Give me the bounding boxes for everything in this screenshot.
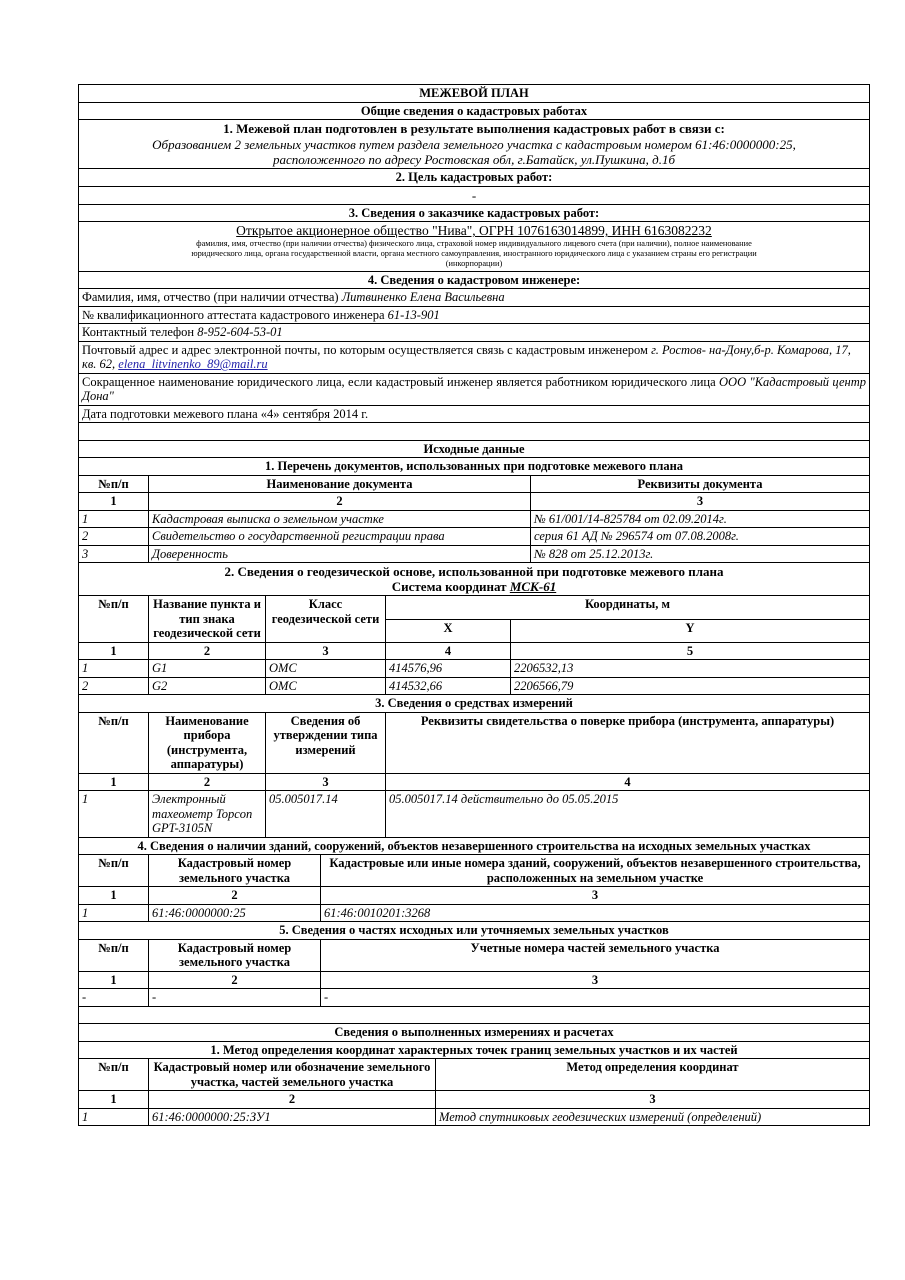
document-title-row: [79, 85, 870, 103]
table-row: [79, 660, 870, 678]
table-row: [79, 904, 870, 922]
engineer-phone-value: 8-952-604-53-01: [197, 325, 283, 340]
engineer-address-label: Почтовый адрес и адрес электронной почты, по которым осуществляется связь с кадастровым инженером: [82, 342, 648, 357]
engineer-email-link[interactable]: elena_litvinenko_89@mail.ru: [118, 357, 268, 372]
buildings-col-header-0: №п/п: [79, 855, 149, 887]
plan-date-cell: [79, 405, 870, 423]
method-col-number-2: 3: [436, 1091, 870, 1109]
coord-system-value: МСК-61: [509, 579, 557, 595]
parts-table: [78, 921, 870, 1024]
table-row: [79, 528, 870, 546]
geodetic-subheader-y: Y: [511, 619, 870, 642]
buildings-cell-0-1: 61:46:0000000:25: [149, 904, 321, 922]
parts-col-header-0: №п/п: [79, 939, 149, 971]
engineer-certificate-cell: [79, 306, 870, 324]
instruments-col-number-2: 3: [266, 773, 386, 791]
buildings-cell-0-2: 61:46:0010201:3268: [321, 904, 870, 922]
geodetic-col-header-2: Класс геодезической сети: [266, 596, 386, 643]
geodetic-col-header-0: №п/п: [79, 596, 149, 643]
method-col-header-2: Метод определения координат: [436, 1059, 870, 1091]
documents-col-number-row: [79, 493, 870, 511]
buildings-col-number-row: [79, 887, 870, 905]
geodetic-heading-cell: [79, 563, 870, 596]
instruments-col-number-1: 2: [149, 773, 266, 791]
buildings-col-number-0: 1: [79, 887, 149, 905]
geodetic-basis-table: [78, 562, 870, 695]
engineer-address-street: на-Дону,б-р. Комарова, 17, кв. 62,: [82, 342, 851, 372]
section2-heading-row: [79, 169, 870, 187]
plan-date-row: [79, 405, 870, 423]
table-row: [79, 1108, 870, 1126]
engineer-org-value: ООО "Кадастровый центр Дона": [82, 374, 867, 404]
parts-cell-0-2: -: [321, 989, 870, 1007]
method-cell-0-0: 1: [79, 1108, 149, 1126]
geodetic-subheader-x: X: [386, 619, 511, 642]
parts-heading: 5. Сведения о частях исходных или уточняемых земельных участков: [79, 922, 870, 940]
geodetic-col-number-1: 2: [149, 642, 266, 660]
buildings-header-row: [79, 855, 870, 887]
instruments-col-number-row: [79, 773, 870, 791]
parts-col-number-0: 1: [79, 971, 149, 989]
parts-blank-row: [79, 1006, 870, 1024]
buildings-table: [78, 837, 870, 923]
geodetic-cell-0-2: ОМС: [266, 660, 386, 678]
documents-cell-0-1: Кадастровая выписка о земельном участке: [149, 510, 531, 528]
geodetic-cell-1-4: 2206566,79: [511, 677, 870, 695]
engineer-name-label: Фамилия, имя, отчество (при наличии отчества): [82, 290, 339, 305]
section3-body-row: [79, 222, 870, 271]
documents-cell-1-0: 2: [79, 528, 149, 546]
geodetic-cell-0-1: G1: [149, 660, 266, 678]
instruments-col-number-0: 1: [79, 773, 149, 791]
geodetic-cell-1-1: G2: [149, 677, 266, 695]
documents-cell-2-0: 3: [79, 545, 149, 563]
general-info-table: [78, 84, 870, 441]
mezhevoi-plan-document: [78, 84, 870, 1126]
engineer-phone-row: [79, 324, 870, 342]
engineer-org-label-2: лица: [690, 374, 716, 389]
geodetic-cell-1-2: ОМС: [266, 677, 386, 695]
documents-cell-1-2: серия 61 АД № 296574 от 07.08.2008г.: [531, 528, 870, 546]
customer-note-line3: (инкорпорации): [445, 259, 503, 269]
section1-heading: 1. Межевой план подготовлен в результате выполнения кадастровых работ в связи с:: [223, 121, 725, 136]
instruments-cell-0-2: 05.005017.14: [266, 791, 386, 838]
general-info-heading: Общие сведения о кадастровых работах: [79, 102, 870, 120]
section3-heading-row: [79, 204, 870, 222]
documents-col-number-0: 1: [79, 493, 149, 511]
documents-cell-0-2: № 61/001/14-825784 от 02.09.2014г.: [531, 510, 870, 528]
header-blank-row: [79, 423, 870, 441]
documents-cell-0-0: 1: [79, 510, 149, 528]
parts-blank-cell: [79, 1006, 870, 1024]
engineer-certificate-row: [79, 306, 870, 324]
geodetic-col-number-3: 4: [386, 642, 511, 660]
geodetic-heading: 2. Сведения о геодезической основе, использованной при подготовке межевого плана: [224, 564, 724, 580]
method-table: [78, 1041, 870, 1127]
section2-value-row: [79, 186, 870, 204]
engineer-name-value: Литвиненко Елена Васильевна: [341, 290, 505, 305]
instruments-col-number-3: 4: [386, 773, 870, 791]
instruments-col-header-1: Наименование прибора (инструмента, аппаратуры): [149, 712, 266, 773]
geodetic-header-row: [79, 596, 870, 619]
buildings-cell-0-0: 1: [79, 904, 149, 922]
section1-line2: расположенного по адресу Ростовская обл, г.Батайск, ул.Пушкина, д.1б: [272, 152, 676, 168]
engineer-address-city: г. Ростов-: [651, 342, 706, 357]
geodetic-heading-row: [79, 563, 870, 596]
buildings-col-header-1: Кадастровый номер земельного участка: [149, 855, 321, 887]
parts-cell-0-0: -: [79, 989, 149, 1007]
buildings-col-number-1: 2: [149, 887, 321, 905]
engineer-name-row: [79, 289, 870, 307]
instruments-col-header-2: Сведения об утверждении типа измерений: [266, 712, 386, 773]
instruments-heading-row: [79, 695, 870, 713]
measurements-title-table: [78, 1023, 870, 1042]
engineer-phone-cell: [79, 324, 870, 342]
documents-col-header-2: Реквизиты документа: [531, 475, 870, 493]
documents-table: [78, 457, 870, 563]
table-row: [79, 510, 870, 528]
documents-col-header-0: №п/п: [79, 475, 149, 493]
parts-col-header-2: Учетные номера частей земельного участка: [321, 939, 870, 971]
parts-header-row: [79, 939, 870, 971]
geodetic-col-number-row: [79, 642, 870, 660]
source-data-title: Исходные данные: [79, 440, 870, 458]
buildings-col-number-2: 3: [321, 887, 870, 905]
measurements-title-row: [79, 1024, 870, 1042]
parts-heading-row: [79, 922, 870, 940]
geodetic-cell-0-0: 1: [79, 660, 149, 678]
source-data-title-table: [78, 440, 870, 459]
instruments-col-header-0: №п/п: [79, 712, 149, 773]
section3-heading: 3. Сведения о заказчике кадастровых работ:: [79, 204, 870, 222]
table-row: [79, 677, 870, 695]
header-blank-cell: [79, 423, 870, 441]
section3-cell: [79, 222, 870, 271]
section1-line1: Образованием 2 земельных участков путем раздела земельного участка с кадастровым номером 61:46:0000000:25,: [152, 137, 796, 153]
section2-value: -: [79, 186, 870, 204]
instruments-col-header-3: Реквизиты свидетельства о поверке прибора (инструмента, аппаратуры): [386, 712, 870, 773]
instruments-cell-0-0: 1: [79, 791, 149, 838]
section1-row: [79, 120, 870, 169]
customer-note-line2: юридического лица, органа государственной власти, органа местного самоуправления, иностранного юридического лица с указанием страны его регистрации: [191, 249, 757, 259]
engineer-address-cell: [79, 341, 870, 373]
instruments-table: [78, 694, 870, 838]
method-cell-0-2: Метод спутниковых геодезических измерений (определений): [436, 1108, 870, 1126]
documents-table-heading-row: [79, 458, 870, 476]
table-row: [79, 989, 870, 1007]
method-header-row: [79, 1059, 870, 1091]
instruments-cell-0-1: Электронный тахеометр Topcon GPT-3105N: [149, 791, 266, 838]
documents-table-header-row: [79, 475, 870, 493]
section4-heading: 4. Сведения о кадастровом инженере:: [79, 271, 870, 289]
engineer-phone-label: Контактный телефон: [82, 325, 195, 340]
engineer-certificate-value: 61-13-901: [387, 307, 440, 322]
measurements-title: Сведения о выполненных измерениях и расчетах: [79, 1024, 870, 1042]
instruments-heading: 3. Сведения о средствах измерений: [79, 695, 870, 713]
engineer-org-label-1: Сокращенное наименование юридического лица, если кадастровый инженер является работником юридического: [82, 374, 688, 389]
customer-name: Открытое акционерное общество "Нива", ОГРН 1076163014899, ИНН 6163082232: [236, 223, 712, 239]
parts-col-number-1: 2: [149, 971, 321, 989]
instruments-header-row: [79, 712, 870, 773]
engineer-certificate-label: № квалификационного аттестата кадастрового инженера: [82, 307, 385, 322]
general-info-heading-row: [79, 102, 870, 120]
document-title: МЕЖЕВОЙ ПЛАН: [79, 85, 870, 103]
plan-date-value: «4» сентября 2014 г.: [260, 406, 369, 421]
method-col-number-1: 2: [149, 1091, 436, 1109]
method-col-header-0: №п/п: [79, 1059, 149, 1091]
buildings-heading: 4. Сведения о наличии зданий, сооружений, объектов незавершенного строительства на исходных земельных участках: [79, 837, 870, 855]
documents-cell-2-1: Доверенность: [149, 545, 531, 563]
method-col-number-0: 1: [79, 1091, 149, 1109]
parts-col-number-row: [79, 971, 870, 989]
instruments-cell-0-3: 05.005017.14 действительно до 05.05.2015: [386, 791, 870, 838]
section1-cell: [79, 120, 870, 169]
geodetic-col-number-0: 1: [79, 642, 149, 660]
method-col-header-1: Кадастровый номер или обозначение земельного участка, частей земельного участка: [149, 1059, 436, 1091]
parts-col-number-2: 3: [321, 971, 870, 989]
method-heading-row: [79, 1041, 870, 1059]
geodetic-col-number-2: 3: [266, 642, 386, 660]
method-cell-0-1: 61:46:0000000:25:ЗУ1: [149, 1108, 436, 1126]
table-row: [79, 791, 870, 838]
engineer-org-row: [79, 373, 870, 405]
geodetic-col-header-1: Название пункта и тип знака геодезической сети: [149, 596, 266, 643]
coord-system-line: [82, 579, 866, 594]
documents-col-number-1: 2: [149, 493, 531, 511]
section2-heading: 2. Цель кадастровых работ:: [79, 169, 870, 187]
section4-heading-row: [79, 271, 870, 289]
geodetic-cell-0-4: 2206532,13: [511, 660, 870, 678]
engineer-name-cell: [79, 289, 870, 307]
engineer-org-cell: [79, 373, 870, 405]
buildings-col-header-2: Кадастровые или иные номера зданий, сооружений, объектов незавершенного строительства, расположенных на земельном участке: [321, 855, 870, 887]
method-col-number-row: [79, 1091, 870, 1109]
geodetic-cell-1-3: 414532,66: [386, 677, 511, 695]
documents-col-number-2: 3: [531, 493, 870, 511]
geodetic-cell-1-0: 2: [79, 677, 149, 695]
geodetic-col-header-3: Координаты, м: [386, 596, 870, 619]
table-row: [79, 545, 870, 563]
documents-table-heading: 1. Перечень документов, использованных при подготовке межевого плана: [79, 458, 870, 476]
parts-cell-0-1: -: [149, 989, 321, 1007]
plan-date-label: Дата подготовки межевого плана: [82, 406, 258, 421]
buildings-heading-row: [79, 837, 870, 855]
customer-note-line1: фамилия, имя, отчество (при наличии отчества) физического лица, страховой номер индивидуального лицевого счета (при наличии), полное наименование: [196, 238, 752, 248]
coord-system-label: Система координат: [391, 579, 507, 595]
documents-cell-1-1: Свидетельство о государственной регистрации права: [149, 528, 531, 546]
geodetic-cell-0-3: 414576,96: [386, 660, 511, 678]
documents-cell-2-2: № 828 от 25.12.2013г.: [531, 545, 870, 563]
source-data-title-row: [79, 440, 870, 458]
parts-col-header-1: Кадастровый номер земельного участка: [149, 939, 321, 971]
method-heading: 1. Метод определения координат характерных точек границ земельных участков и их частей: [79, 1041, 870, 1059]
engineer-address-row: [79, 341, 870, 373]
documents-col-header-1: Наименование документа: [149, 475, 531, 493]
geodetic-col-number-4: 5: [511, 642, 870, 660]
